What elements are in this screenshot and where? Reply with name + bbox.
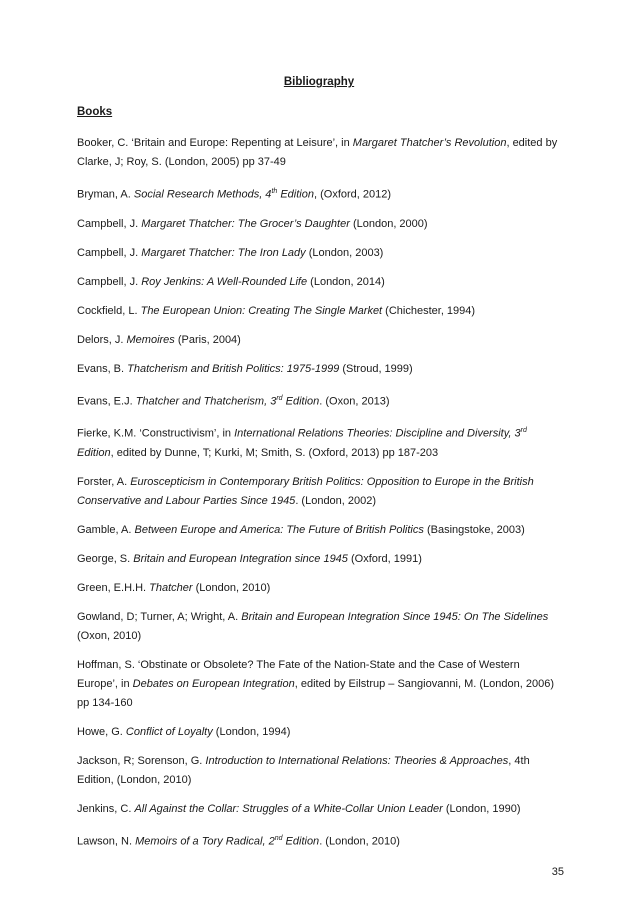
entry-title-text: Thatcherism and British Politics: 1975-1999 <box>127 362 340 375</box>
bibliography-entry <box>77 244 563 263</box>
bibliography-entry <box>77 579 563 598</box>
bibliography-entry <box>77 608 563 646</box>
entry-text: (London, 2003) <box>305 246 384 259</box>
entry-title-text: Edition <box>282 835 320 848</box>
bibliography-entry <box>77 800 563 819</box>
entry-title-text: Debates on European Integration <box>132 677 295 690</box>
entry-text: (London, 2000) <box>349 217 428 230</box>
entry-title-text: Memoirs of a Tory Radical, 2 <box>135 835 275 848</box>
entry-text: . (London, 2010) <box>319 835 400 848</box>
entry-text: Evans, B. <box>77 362 128 375</box>
entry-title-text: rd <box>520 427 527 435</box>
entry-title-text: Introduction to International Relations: Theories & Approaches <box>205 754 509 767</box>
bibliography-entry <box>77 215 563 234</box>
entry-title-text: Euroscepticism in Contemporary British Politics: Opposition to Europe in the British Conservative and Labour Parties Since 1945 <box>77 475 534 507</box>
entry-title-text: Britain and European Integration Since 1945: On The Sidelines <box>241 610 549 623</box>
entry-title-text: Conflict of Loyalty <box>125 725 213 738</box>
bibliography-entry <box>77 273 563 292</box>
entry-title-text: Margaret Thatcher: The Grocer’s Daughter <box>141 217 350 230</box>
entry-text: Lawson, N. <box>77 835 136 848</box>
bibliography-entry <box>77 550 563 569</box>
entry-text: (Basingstoke, 2003) <box>423 523 525 536</box>
entry-text: . (Oxon, 2013) <box>319 395 390 408</box>
entry-title-text: Britain and European Integration since 1945 <box>133 552 348 565</box>
entry-text: George, S. <box>77 552 134 565</box>
entry-text: (London, 2010) <box>192 581 271 594</box>
entry-title-text: th <box>271 188 278 195</box>
bibliography-entry <box>77 656 563 713</box>
entry-text: (Oxon, 2010) <box>77 629 142 642</box>
entry-text: Jackson, R; Sorenson, G. <box>77 754 206 767</box>
entry-text: Fierke, K.M. ‘Constructivism’, in <box>77 427 235 440</box>
entry-title-text: Memoires <box>126 333 175 346</box>
entry-title-text: Between Europe and America: The Future of British Politics <box>134 523 424 536</box>
entry-text: Jenkins, C. <box>77 802 135 815</box>
entry-text: Gowland, D; Turner, A; Wright, A. <box>77 610 242 623</box>
bibliography-list <box>77 134 563 862</box>
entry-text: Howe, G. <box>77 725 126 738</box>
entry-title-text: The European Union: Creating The Single Market <box>140 304 383 317</box>
entry-text: , edited by Clarke, J; Roy, S. (London, 2005) pp 37-49 <box>77 137 558 168</box>
bibliography-entry <box>77 302 563 321</box>
bibliography-entry <box>77 331 563 350</box>
entry-title-text: Thatcher <box>149 581 193 594</box>
bibliography-entry <box>77 182 563 205</box>
bibliography-entry <box>77 360 563 379</box>
section-heading-books: Books <box>77 106 113 118</box>
entry-text: (London, 1994) <box>212 725 291 738</box>
entry-text: (Chichester, 1994) <box>382 304 476 317</box>
entry-text: Hoffman, S. ‘Obstinate or Obsolete? The Fate of the Nation-State and the Case of Western Europe’, in <box>77 658 520 690</box>
entry-title-text: Edition <box>77 446 111 459</box>
entry-text: (Paris, 2004) <box>174 333 241 346</box>
bibliography-entry <box>77 723 563 742</box>
entry-text: Campbell, J. <box>77 275 142 288</box>
bibliography-entry <box>77 752 563 790</box>
bibliography-entry <box>77 521 563 540</box>
bibliography-entry <box>77 473 563 511</box>
entry-text: . (London, 2002) <box>295 494 377 507</box>
entry-text: (Oxford, 1991) <box>347 552 422 565</box>
entry-text: , 4th Edition, (London, 2010) <box>77 754 530 786</box>
entry-text: Gamble, A. <box>77 523 135 536</box>
entry-text: (Stroud, 1999) <box>339 362 413 375</box>
entry-title-text: rd <box>276 394 283 402</box>
entry-text: , (Oxford, 2012) <box>313 188 392 201</box>
entry-title-text: International Relations Theories: Discipline and Diversity, 3 <box>234 427 521 440</box>
entry-title-text: nd <box>274 834 283 842</box>
entry-title-text: Margaret Thatcher’s Revolution <box>352 137 507 149</box>
bibliography-entry <box>77 829 563 852</box>
entry-text: (London, 1990) <box>442 802 521 815</box>
entry-title-text: Social Research Methods, 4 <box>133 188 272 201</box>
entry-text: , edited by Eilstrup – Sangiovanni, M. (London, 2006) pp 134-160 <box>77 677 554 709</box>
entry-text: Bryman, A. <box>77 188 134 201</box>
entry-title-text: Thatcher and Thatcherism, 3 <box>135 395 277 408</box>
entry-title-text: Margaret Thatcher: The Iron Lady <box>141 246 306 259</box>
entry-text: Booker, C. ‘Britain and Europe: Repenting at Leisure’, in <box>77 137 353 149</box>
entry-text: Forster, A. <box>77 475 131 488</box>
entry-text: Campbell, J. <box>77 217 142 230</box>
entry-title-text: Roy Jenkins: A Well-Rounded Life <box>141 275 308 288</box>
entry-text: , edited by Dunne, T; Kurki, M; Smith, S. (Oxford, 2013) pp 187-203 <box>110 446 439 459</box>
bibliography-entry <box>77 389 563 412</box>
entry-title-text: Edition <box>282 395 320 408</box>
entry-title-text: All Against the Collar: Struggles of a White-Collar Union Leader <box>134 802 443 815</box>
bibliography-entry <box>77 134 563 172</box>
entry-text: (London, 2014) <box>307 275 385 288</box>
entry-text: Evans, E.J. <box>77 395 136 408</box>
page-title: Bibliography <box>283 76 355 88</box>
entry-text: Cockfield, L. <box>77 304 141 317</box>
entry-text: Campbell, J. <box>77 246 142 259</box>
entry-text: Green, E.H.H. <box>77 581 150 594</box>
entry-title-text: Edition <box>277 188 314 201</box>
page-number: 35 <box>551 866 564 878</box>
bibliography-entry <box>77 421 563 463</box>
entry-text: Delors, J. <box>77 333 127 346</box>
